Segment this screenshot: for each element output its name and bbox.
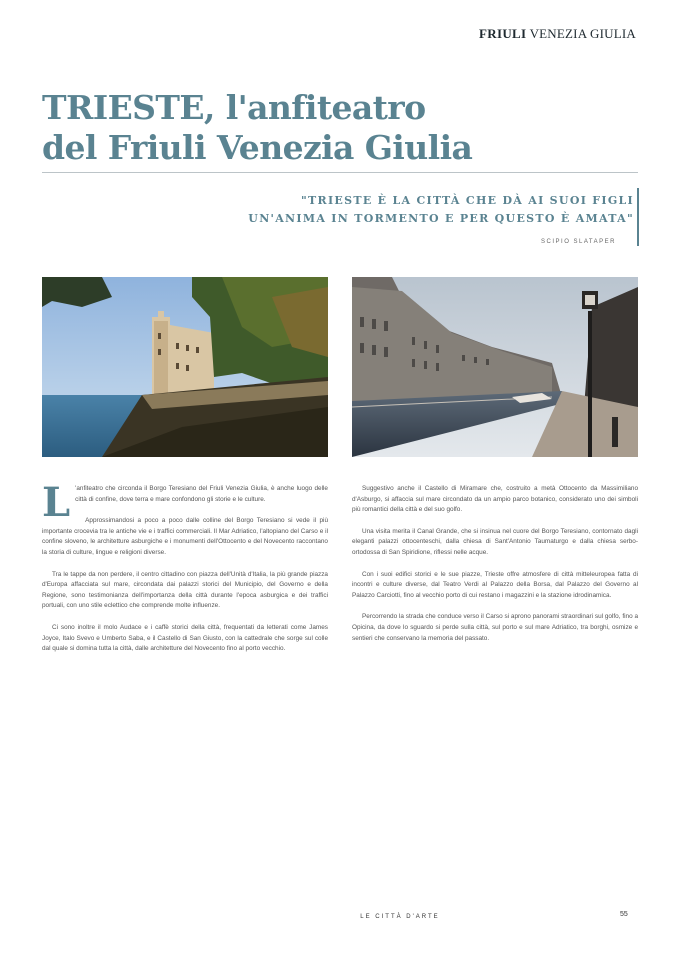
- quote-author: SCIPIO SLATAPER: [541, 239, 616, 245]
- pull-quote-line1: "TRIESTE È LA CITTÀ CHE DÀ AI SUOI FIGLI: [301, 194, 634, 207]
- paragraph: Percorrendo la strada che conduce verso il Carso si aprono panorami straordinari sul golfo, fino a Opicina, da dove lo sguardo si perde sulla città, sul porto e sul mare Adriatico, tra borghi, osmize e sentieri che conservano la memoria del passato.: [352, 613, 638, 642]
- paragraph: Una visita merita il Canal Grande, che si insinua nel cuore del Borgo Teresiano, contornato dagli eleganti palazzi ottocenteschi, dalla chiesa di Sant'Antonio Taumaturgo e dalla chiesa serbo-ortodossa di San Spiridione, riflessi nelle acque.: [352, 527, 638, 556]
- region-header: [479, 26, 636, 42]
- paragraph: [42, 479, 328, 526]
- pull-quote: [194, 192, 634, 228]
- title-divider: [42, 172, 638, 173]
- paragraph: Approssimandosi a poco a poco dalle colline del Borgo Teresiano si vede il più importante crocevia tra le antiche vie e i traffici commerciali. Il Mar Adriatico, l'altopiano del Carso e il confine sloveno, le architetture asburgiche e i monumenti dell'Ottocento e del Novecento raccontano la storia di culture, lingue e religioni diverse.: [42, 517, 328, 556]
- paragraph: Tra le tappe da non perdere, il centro cittadino con piazza dell'Unità d'Italia, la più grande piazza d'Europa affacciata sul mare, circondata dai palazzi storici del Municipio, del Governo e della Regione, sono testimonianza dell'importanza della città durante l'epoca asburgica e dei traffici portuali, con uno stile eclettico che comprende molte influenze.: [42, 570, 328, 610]
- pull-quote-bar: [637, 188, 639, 246]
- drop-cap: L: [42, 479, 71, 526]
- article-title-line2: del Friuli Venezia Giulia: [42, 128, 473, 167]
- article-title-line1: TRIESTE, l'anfiteatro: [42, 88, 426, 127]
- article-title: [42, 88, 642, 168]
- paragraph: Suggestivo anche il Castello di Miramare che, costruito a metà Ottocento da Massimiliano d'Asburgo, si affaccia sul mare circondato da un ampio parco botanico, considerato uno dei simboli più romantici della città e del suo golfo.: [352, 485, 638, 514]
- article-column-right: [352, 484, 638, 655]
- grand-canal-trieste-photo: [352, 277, 638, 457]
- pull-quote-line2: UN'ANIMA IN TORMENTO E PER QUESTO È AMATA": [248, 212, 634, 225]
- paragraph: Ci sono inoltre il molo Audace e i caffè storici della città, frequentati da letterati come James Joyce, Italo Svevo e Umberto Saba, e il Castello di San Giusto, con la cattedrale che sorge sul colle dal quale si domina tutta la città, dalle architetture del Novecento fino al porto vecchio.: [42, 623, 328, 653]
- page-number: 55: [620, 911, 628, 918]
- article-column-left: [42, 479, 328, 666]
- paragraph-text: 'anfiteatro che circonda il Borgo Teresiano del Friuli Venezia Giulia, è anche luogo delle città di confine, dove terra e mare confondono gli storie e le culture.: [75, 485, 328, 503]
- footer-publication-title: LE CITTÀ D'ARTE: [360, 914, 440, 920]
- region-header-rest: VENEZIA GIULIA: [529, 26, 636, 41]
- miramare-castle-photo: [42, 277, 328, 457]
- paragraph: Con i suoi edifici storici e le sue piazze, Trieste offre atmosfere di città mitteleuropea fatta di incontri e culture diverse, dal Teatro Verdi al Palazzo della Borsa, dal Palazzo del Governo al Palazzo Carciotti, fino al vecchio porto di cui restano i magazzini e la stazione idrodinamica.: [352, 570, 638, 599]
- region-header-bold: FRIULI: [479, 26, 527, 41]
